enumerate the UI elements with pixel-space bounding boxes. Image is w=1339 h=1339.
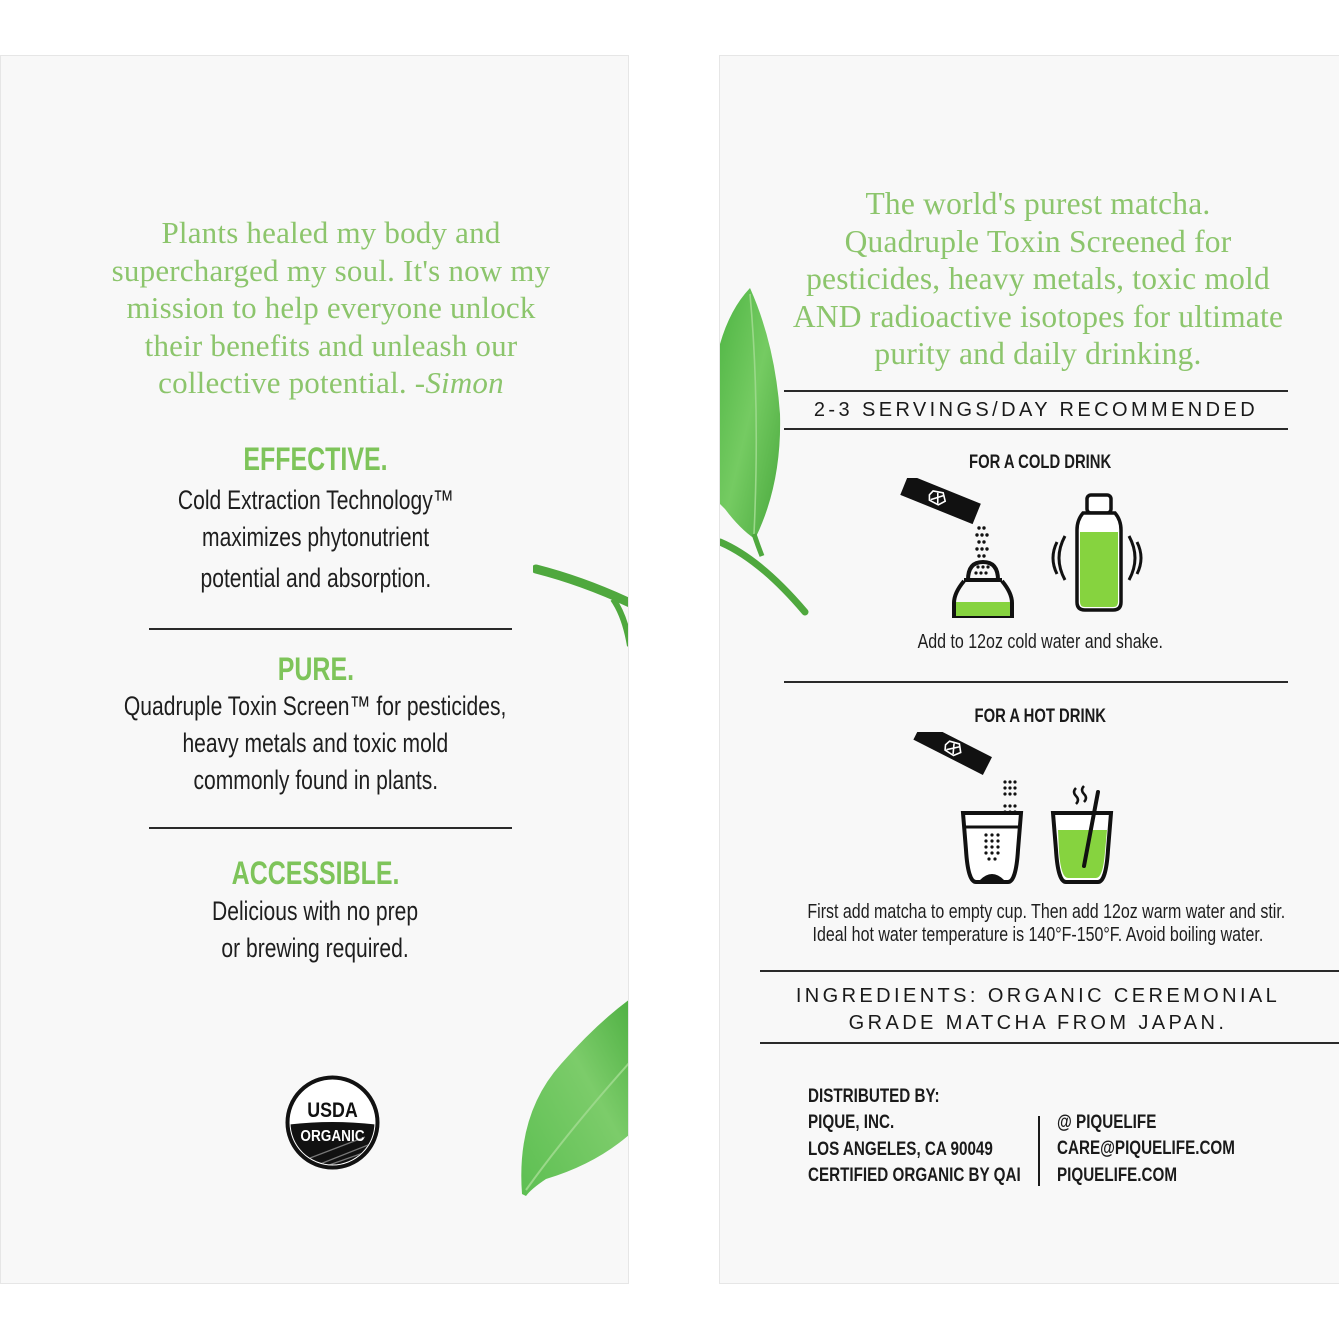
usda-organic-seal-icon <box>285 1075 380 1170</box>
feature-line: Cold Extraction Technology™ <box>177 485 454 515</box>
divider <box>784 681 1288 683</box>
divider <box>760 1042 1339 1044</box>
quote-line-last: collective potential. -Simon <box>158 365 504 401</box>
email-link[interactable]: CARE@PIQUELIFE.COM <box>1057 1137 1235 1160</box>
quote-line: mission to help everyone unlock <box>126 290 536 326</box>
feature-line: Delicious with no prep <box>212 896 419 926</box>
website-link[interactable]: PIQUELIFE.COM <box>1057 1163 1177 1186</box>
feature-line: heavy metals and toxic mold <box>182 728 449 758</box>
feature-heading: PURE. <box>277 651 354 687</box>
headline-line: The world's purest matcha. <box>865 186 1211 221</box>
headline-line: Quadruple Toxin Screened for <box>844 223 1232 259</box>
founder-quote <box>41 214 621 402</box>
feature-heading: EFFECTIVE. <box>243 441 388 477</box>
stirred-hot-cup-icon <box>1050 780 1114 886</box>
feature-heading: ACCESSIBLE. <box>231 855 400 891</box>
social-handle-link[interactable]: @ PIQUELIFE <box>1057 1111 1157 1133</box>
quote-signature: -Simon <box>414 365 504 401</box>
distributor-info: DISTRIBUTED BY: PIQUE, INC. LOS ANGELES, CA 90049 CERTIFIED ORGANIC BY QAI <box>808 1085 1021 1186</box>
contact-info <box>1057 1109 1285 1188</box>
headline <box>760 185 1316 373</box>
feature-line: Quadruple Toxin Screen™ for pesticides, <box>124 691 507 721</box>
feature-line: potential and absorption. <box>200 563 431 593</box>
stick-packet-pour-icon <box>898 478 1018 618</box>
shaking-bottle-icon <box>1047 492 1147 614</box>
divider <box>784 390 1288 392</box>
divider <box>760 970 1339 972</box>
servings-recommendation: 2-3 SERVINGS/DAY RECOMMENDED <box>813 399 1259 421</box>
feature-line: commonly found in plants. <box>193 765 438 795</box>
feature-pure <box>1 651 629 799</box>
right-panel <box>719 55 1339 1284</box>
ingredients: INGREDIENTS: ORGANIC CEREMONIAL GRADE MATCHA FROM JAPAN. <box>795 985 1281 1034</box>
hot-drink-caption: First add matcha to empty cup. Then add 12oz warm water and stir. Ideal hot water temperature is 140°F-150°F. Avoid boiling water. <box>807 900 1286 946</box>
cold-drink-caption: Add to 12oz cold water and shake. <box>917 630 1163 653</box>
left-panel <box>0 55 629 1284</box>
divider <box>784 428 1288 430</box>
hot-drink-title: FOR A HOT DRINK <box>974 706 1106 727</box>
quote-line: supercharged my soul. It's now my <box>111 252 551 288</box>
divider <box>149 628 512 630</box>
cold-drink-title: FOR A COLD DRINK <box>968 452 1112 473</box>
quote-line: Plants healed my body and <box>161 215 501 250</box>
quote-line: their benefits and unleash our <box>144 327 518 363</box>
leaf-stem-decoration-icon <box>533 561 629 651</box>
feature-line: maximizes phytonutrient <box>201 522 430 552</box>
tea-leaf-decoration-icon <box>516 994 629 1199</box>
headline-line: AND radioactive isotopes for ultimate <box>792 298 1284 334</box>
headline-line: pesticides, heavy metals, toxic mold <box>806 261 1270 297</box>
headline-line: purity and daily drinking. <box>874 336 1202 372</box>
divider-vertical <box>1038 1116 1040 1186</box>
divider <box>149 827 512 829</box>
usda-top-text: USDA <box>307 1098 358 1123</box>
feature-accessible <box>1 855 629 967</box>
feature-line: or brewing required. <box>221 933 410 963</box>
empty-cup-icon <box>960 810 1024 886</box>
usda-bottom-text: ORGANIC <box>300 1128 365 1146</box>
